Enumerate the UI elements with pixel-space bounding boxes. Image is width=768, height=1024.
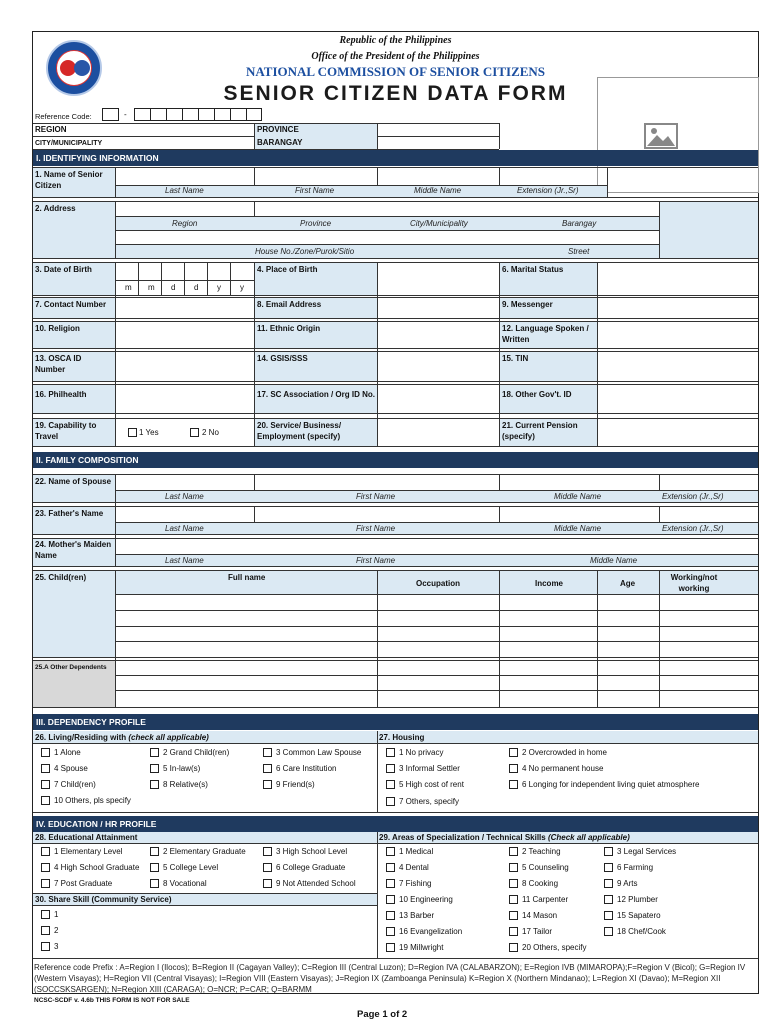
dob-year-1: y [217,283,221,292]
share-skill-option-2-label: 2 [54,926,59,935]
living-option-5-checkbox[interactable] [150,764,159,773]
housing-option-5-label: 5 High cost of rent [399,780,464,789]
pension-label: 21. Current Pension (specify) [502,421,578,441]
reference-prefix-box[interactable] [102,108,119,121]
housing-title: 27. Housing [379,733,425,742]
skill-option-6-label: 6 Farming [617,863,654,872]
attainment-title: 28. Educational Attainment [35,833,138,842]
spouse-label: 22. Name of Spouse [35,477,112,486]
region-caption: Region [172,219,198,228]
living-option-6-label: 6 Care Institution [276,764,337,773]
messenger-label: 9. Messenger [502,300,553,309]
share-skill-title: 30. Share Skill (Community Service) [35,895,172,904]
pob-label: 4. Place of Birth [257,265,318,274]
living-option-1-checkbox[interactable] [41,748,50,757]
mother-last-caption: Last Name [165,556,204,565]
living-option-2-checkbox[interactable] [150,748,159,757]
region-code-note: Reference code Prefix : A=Region I (Ilocos); B=Region II (Cagayan Valley); C=Region III (Central Luzon); D=Region IVA (CALABARZON); E=Region IVB (MIMAROPA);F=Region V (Bicol); G=Region IV (Western Visayas); H=Region VII (Central Visayas); I=Region VIII (Eastern Visayas); J=Region IX (Zamboanga Peninsula) K=Region X (Northern Mindanao); L=Region XI (Davao); M=Region XII (SOCCSKSARGEN); N=Region XIII (CARAGA); O=NCR; P=CAR; Q=BARMM [34,963,746,994]
skill-option-3-label: 3 Legal Services [617,847,677,856]
travel-no-checkbox[interactable] [190,428,199,437]
children-label: 25. Child(ren) [35,573,87,582]
housing-option-5-checkbox[interactable] [386,780,395,789]
address-label: 2. Address [35,204,76,213]
photo-box[interactable] [597,77,759,193]
osca-label: 13. OSCA ID Number [35,354,82,374]
mother-middle-caption: Middle Name [590,556,638,565]
father-ext-caption: Extension (Jr.,Sr) [662,524,724,533]
attainment-option-9-checkbox[interactable] [263,879,272,888]
living-option-6-checkbox[interactable] [263,764,272,773]
page-title: SENIOR CITIZEN DATA FORM [223,82,568,105]
skills-title: 29. Areas of Specialization / Technical Skills (Check all applicable) [379,833,630,842]
middle-name-caption: Middle Name [414,186,462,195]
share-skill-option-1-label: 1 [54,910,59,919]
living-option-7-label: 7 Child(ren) [54,780,96,789]
province-caption: Province [300,219,332,228]
city-caption: City/Municipality [410,219,468,228]
skill-option-5-label: 5 Counseling [522,863,569,872]
reference-number-boxes[interactable] [134,108,262,121]
attainment-option-2-checkbox[interactable] [150,847,159,856]
living-option-1-label: 1 Alone [54,748,81,757]
skill-option-17-checkbox[interactable] [509,927,518,936]
dob-month-2: m [148,283,155,292]
section-education: IV. EDUCATION / HR PROFILE [33,816,758,832]
travel-no-label: 2 No [202,428,219,437]
housing-option-1-label: 1 No privacy [399,748,444,757]
housing-option-4-checkbox[interactable] [509,764,518,773]
region-label: REGION [35,125,67,134]
skill-option-9-checkbox[interactable] [604,879,613,888]
housing-option-2-checkbox[interactable] [509,748,518,757]
email-label: 8. Email Address [257,300,322,309]
living-option-10-checkbox[interactable] [41,796,50,805]
skill-option-4-label: 4 Dental [399,863,429,872]
living-option-4-checkbox[interactable] [41,764,50,773]
name-label: 1. Name of Senior Citizen [35,170,103,190]
skill-option-20-label: 20 Others, specify [522,943,587,952]
extension-caption: Extension (Jr.,Sr) [517,186,579,195]
skill-option-11-checkbox[interactable] [509,895,518,904]
living-option-9-label: 9 Friend(s) [276,780,315,789]
share-skill-option-3-label: 3 [54,942,59,951]
gsis-label: 14. GSIS/SSS [257,354,308,363]
dob-day-2: d [194,283,199,292]
skill-option-14-label: 14 Mason [522,911,558,920]
living-option-3-label: 3 Common Law Spouse [276,748,362,757]
spouse-last-caption: Last Name [165,492,204,501]
skill-option-2-label: 2 Teaching [522,847,561,856]
attainment-option-7-label: 7 Post Graduate [54,879,113,888]
dob-day-1: d [171,283,176,292]
attainment-option-5-label: 5 College Level [163,863,219,872]
other-dependents-label: 25.A Other Dependents [35,664,107,671]
housing-option-7-label: 7 Others, specify [399,797,460,806]
working-header: Working/not working [670,573,718,593]
attainment-option-8-label: 8 Vocational [163,879,207,888]
skill-option-12-label: 12 Plumber [617,895,658,904]
service-label: 20. Service/ Business/ Employment (specify) [257,421,342,441]
skill-option-10-label: 10 Engineering [399,895,453,904]
skill-option-1-label: 1 Medical [399,847,434,856]
fullname-header: Full name [228,573,266,582]
skill-option-4-checkbox[interactable] [386,863,395,872]
reference-code-label: Reference Code: [35,112,92,121]
skill-option-8-checkbox[interactable] [509,879,518,888]
skill-option-19-checkbox[interactable] [386,943,395,952]
skill-option-7-checkbox[interactable] [386,879,395,888]
housing-option-6-checkbox[interactable] [509,780,518,789]
province-label: PROVINCE [257,125,299,134]
dob-month-1: m [125,283,132,292]
religion-label: 10. Religion [35,324,80,333]
form-version: NCSC-SCDF v. 4.6b THIS FORM IS NOT FOR SALE [34,997,190,1004]
dob-year-2: y [240,283,244,292]
capability-label: 19. Capability to Travel [35,421,97,441]
attainment-option-4-label: 4 High School Graduate [54,863,140,872]
attainment-option-5-checkbox[interactable] [150,863,159,872]
last-name-caption: Last Name [165,186,204,195]
skill-option-1-checkbox[interactable] [386,847,395,856]
contact-label: 7. Contact Number [35,300,107,309]
father-last-caption: Last Name [165,524,204,533]
share-skill-option-1-checkbox[interactable] [41,910,50,919]
page-number: Page 1 of 2 [357,1009,408,1020]
housing-option-2-label: 2 Overcrowded in home [522,748,607,757]
attainment-option-8-checkbox[interactable] [150,879,159,888]
skill-option-20-checkbox[interactable] [509,943,518,952]
share-skill-option-2-checkbox[interactable] [41,926,50,935]
travel-yes-checkbox[interactable] [128,428,137,437]
tin-label: 15. TIN [502,354,529,363]
attainment-option-2-label: 2 Elementary Graduate [163,847,246,856]
skill-option-7-label: 7 Fishing [399,879,432,888]
housing-option-3-label: 3 Informal Settler [399,764,460,773]
spouse-first-caption: First Name [356,492,396,501]
occupation-header: Occupation [416,579,461,588]
attainment-option-6-label: 6 College Graduate [276,863,346,872]
living-option-8-label: 8 Relative(s) [163,780,208,789]
living-option-2-label: 2 Grand Child(ren) [163,748,230,757]
skill-option-19-label: 19 Millwright [399,943,444,952]
housing-option-3-checkbox[interactable] [386,764,395,773]
skill-option-10-checkbox[interactable] [386,895,395,904]
housing-option-6-label: 6 Longing for independent living quiet atmosphere [522,780,700,789]
commission-heading: NATIONAL COMMISSION OF SENIOR CITIZENS [245,64,546,79]
housing-option-7-checkbox[interactable] [386,797,395,806]
ethnic-label: 11. Ethnic Origin [257,324,321,333]
republic-heading: Republic of the Philippines [339,35,452,46]
skill-option-15-checkbox[interactable] [604,911,613,920]
street-caption: Street [568,247,590,256]
spouse-middle-caption: Middle Name [554,492,602,501]
father-label: 23. Father's Name [35,509,104,518]
skill-option-13-checkbox[interactable] [386,911,395,920]
skill-option-2-checkbox[interactable] [509,847,518,856]
housing-option-4-label: 4 No permanent house [522,764,604,773]
attainment-option-4-checkbox[interactable] [41,863,50,872]
living-option-10-label: 10 Others, pls specify [54,796,131,805]
attainment-option-7-checkbox[interactable] [41,879,50,888]
skill-option-18-checkbox[interactable] [604,927,613,936]
barangay-caption: Barangay [562,219,597,228]
barangay-label: BARANGAY [257,138,303,147]
mother-first-caption: First Name [356,556,396,565]
other-id-label: 18. Other Gov't. ID [502,390,572,399]
section-dependency: III. DEPENDENCY PROFILE [33,714,758,730]
skill-option-16-label: 16 Evangelization [399,927,463,936]
language-label: 12. Language Spoken / Written [502,324,589,344]
attainment-option-3-checkbox[interactable] [263,847,272,856]
spouse-ext-caption: Extension (Jr.,Sr) [662,492,724,501]
section-identifying: I. IDENTIFYING INFORMATION [33,150,758,166]
attainment-option-9-label: 9 Not Attended School [276,879,356,888]
first-name-caption: First Name [295,186,335,195]
skill-option-11-label: 11 Carpenter [522,895,569,904]
skill-option-6-checkbox[interactable] [604,863,613,872]
income-header: Income [535,579,564,588]
living-option-4-label: 4 Spouse [54,764,88,773]
skill-option-17-label: 17 Tailor [522,927,553,936]
age-header: Age [620,579,636,588]
skill-option-8-label: 8 Cooking [522,879,559,888]
living-title: 26. Living/Residing with (check all applicable) [35,733,209,742]
living-option-5-label: 5 In-law(s) [163,764,201,773]
dob-label: 3. Date of Birth [35,265,92,274]
philhealth-label: 16. Philhealth [35,390,87,399]
skill-option-16-checkbox[interactable] [386,927,395,936]
section-family: II. FAMILY COMPOSITION [33,452,758,468]
city-label: CITY/MUNICIPALITY [35,140,103,147]
skill-option-5-checkbox[interactable] [509,863,518,872]
marital-label: 6. Marital Status [502,265,564,274]
image-placeholder-icon [644,123,678,149]
share-skill-option-3-checkbox[interactable] [41,942,50,951]
living-option-3-checkbox[interactable] [263,748,272,757]
father-middle-caption: Middle Name [554,524,602,533]
skill-option-15-label: 15 Sapatero [617,911,661,920]
skill-option-12-checkbox[interactable] [604,895,613,904]
reference-dash: - [124,110,127,119]
house-caption: House No./Zone/Purok/Sitio [255,247,355,256]
skill-option-14-checkbox[interactable] [509,911,518,920]
skill-option-13-label: 13 Barber [399,911,435,920]
living-option-7-checkbox[interactable] [41,780,50,789]
travel-yes-label: 1 Yes [139,428,159,437]
living-option-9-checkbox[interactable] [263,780,272,789]
office-heading: Office of the President of the Philippines [311,51,480,62]
living-option-8-checkbox[interactable] [150,780,159,789]
skill-option-9-label: 9 Arts [617,879,638,888]
skill-option-18-label: 18 Chef/Cook [617,927,666,936]
housing-option-1-checkbox[interactable] [386,748,395,757]
father-first-caption: First Name [356,524,396,533]
attainment-option-3-label: 3 High School Level [276,847,348,856]
skill-option-3-checkbox[interactable] [604,847,613,856]
attainment-option-6-checkbox[interactable] [263,863,272,872]
assoc-label: 17. SC Association / Org ID No. [257,390,375,399]
attainment-option-1-checkbox[interactable] [41,847,50,856]
mother-label: 24. Mother's Maiden Name [35,540,112,560]
attainment-option-1-label: 1 Elementary Level [54,847,123,856]
